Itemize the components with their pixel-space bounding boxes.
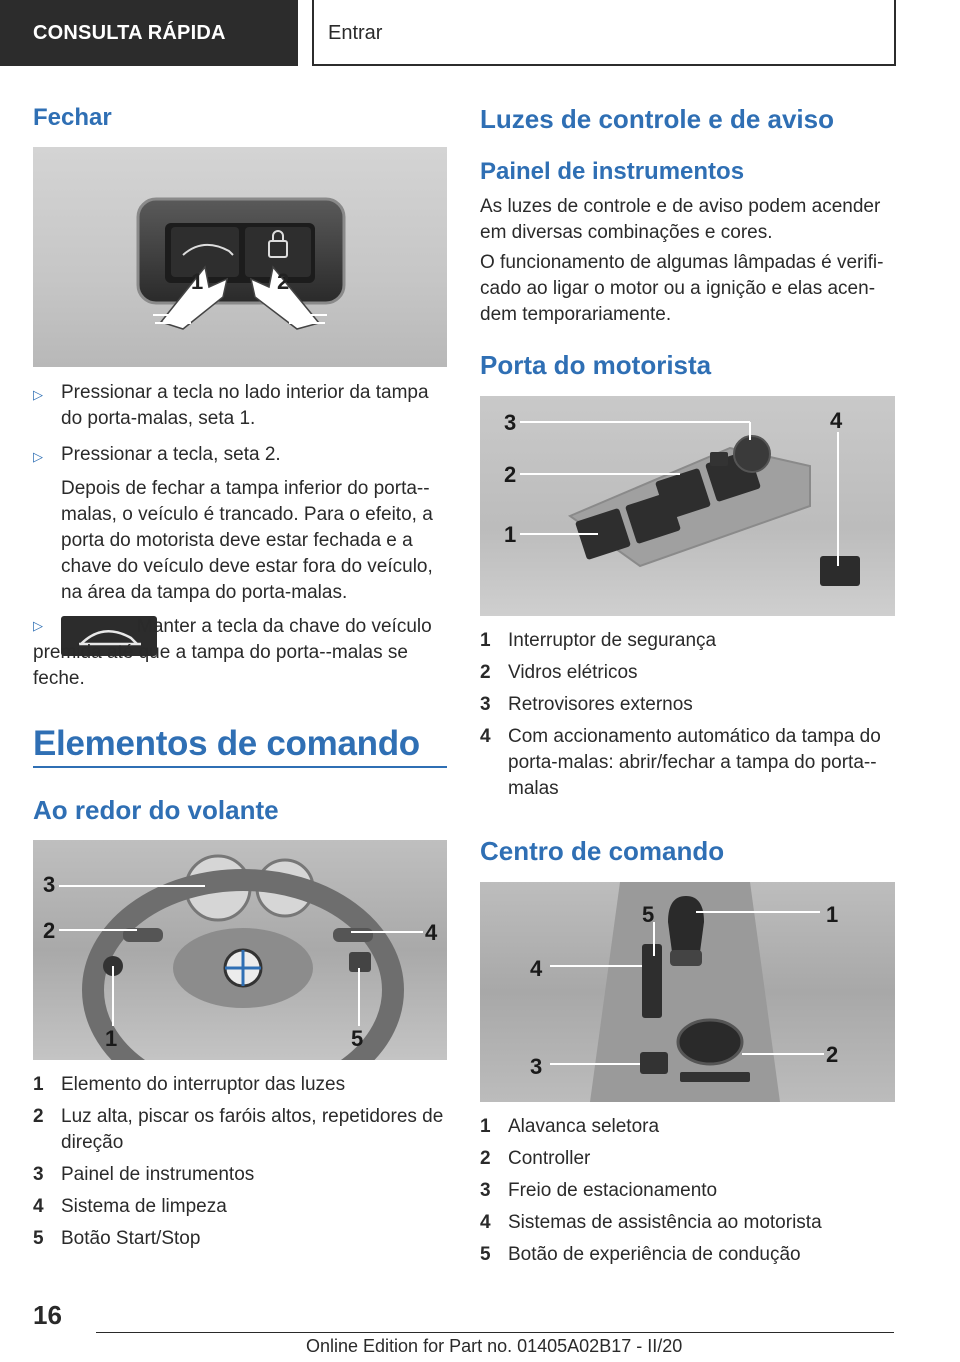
elementos-heading: Elementos de comando: [33, 724, 420, 763]
page-header: [0, 0, 960, 66]
edition-note: Online Edition for Part no. 01405A02B17 - II/20: [306, 1336, 683, 1356]
centro-legend: [480, 1114, 895, 1274]
fechar-step-3: [33, 614, 447, 694]
fechar-heading: Fechar: [33, 104, 112, 131]
volante-legend: [33, 1072, 447, 1258]
callout-1: 1: [504, 522, 517, 547]
list-item: 2 Luz alta, piscar os faróis altos, repetidores de direção: [33, 1106, 444, 1153]
list-item: 1 Alavanca seletora: [480, 1116, 660, 1137]
list-item: ▷ Pressionar a tecla, seta 2.: [33, 442, 447, 468]
list-item: 4 Sistemas de assistência ao motorista: [480, 1212, 822, 1233]
triangle-bullet-icon: ▷: [33, 618, 43, 633]
porta-legend: [480, 628, 895, 808]
callout-2: 2: [43, 918, 56, 943]
list-item: 2 Controller: [480, 1148, 591, 1169]
painel-heading: Painel de instrumentos: [480, 158, 745, 185]
trunk-buttons-figure: [33, 147, 447, 367]
callout-1: 1: [191, 269, 204, 294]
callout-4: 4: [530, 956, 543, 981]
centro-heading: Centro de comando: [480, 836, 725, 866]
steering-wheel-figure: [33, 840, 447, 1060]
callout-4: 4: [425, 920, 438, 945]
painel-paragraph-2: O funcionamento de algumas lâmpadas é verificado ao ligar o motor ou a ignição e elas acendem temporariamente.: [480, 252, 884, 325]
porta-heading: Porta do motorista: [480, 350, 712, 380]
callout-2: 2: [826, 1042, 839, 1067]
callout-1: 1: [826, 902, 839, 927]
callout-3: 3: [530, 1054, 543, 1079]
list-item: 5 Botão Start/Stop: [33, 1228, 201, 1249]
list-item: 3 Retrovisores externos: [480, 694, 693, 715]
list-item: 4 Com accionamento automático da tampa do porta-malas: abrir/fechar a tampa do porta--malas: [480, 726, 881, 799]
list-item: 4 Sistema de limpeza: [33, 1196, 227, 1217]
list-item: 3 Painel de instrumentos: [33, 1164, 255, 1185]
driver-door-figure: [480, 396, 895, 616]
heading-rule: [33, 766, 447, 768]
fechar-steps: [33, 380, 447, 606]
callout-5: 5: [642, 902, 655, 927]
callout-1: 1: [105, 1026, 118, 1051]
list-item: ▷ Pressionar a tecla no lado interior da tampa do porta-malas, seta 1.: [33, 382, 429, 429]
trunk-buttons-illustration: [33, 147, 447, 367]
callout-5: 5: [351, 1026, 364, 1051]
callout-2: 2: [504, 462, 517, 487]
list-item: 5 Botão de experiência de condução: [480, 1244, 801, 1265]
footer-rule: [96, 1332, 894, 1333]
steering-wheel-illustration: [33, 840, 447, 1060]
triangle-bullet-icon: ▷: [33, 387, 43, 402]
callout-2: 2: [277, 269, 290, 294]
callout-3: 3: [43, 872, 56, 897]
fechar-paragraph: Depois de fechar a tampa inferior do porta--malas, o veículo é trancado. Para o efeito, a porta do motorista deve estar fechada e a chave do veículo deve estar fora do veículo, na área da tampa do porta-malas.: [61, 478, 433, 603]
triangle-bullet-icon: ▷: [33, 449, 43, 464]
center-console-illustration: [480, 882, 895, 1102]
callout-3: 3: [504, 410, 517, 435]
chapter-tab[interactable]: Entrar: [312, 0, 896, 66]
section-tab[interactable]: CONSULTA RÁPIDA: [0, 0, 298, 66]
list-item: 3 Freio de estacionamento: [480, 1180, 718, 1201]
list-item: 1 Elemento do interruptor das luzes: [33, 1074, 346, 1095]
callout-4: 4: [830, 408, 843, 433]
list-item: 2 Vidros elétricos: [480, 662, 638, 683]
luzes-heading: Luzes de controle e de aviso: [480, 104, 834, 134]
fechar-step-3-text: Manter a tecla da chave do veículo premida até que a tampa do porta--malas se feche.: [33, 616, 432, 689]
driver-door-illustration: [480, 396, 895, 616]
painel-paragraph-1: As luzes de controle e de aviso podem acender em diversas combinações e cores.: [480, 196, 881, 243]
volante-heading: Ao redor do volante: [33, 795, 279, 825]
page-number: 16: [33, 1300, 62, 1330]
list-item: 1 Interruptor de segurança: [480, 630, 717, 651]
center-console-figure: [480, 882, 895, 1102]
